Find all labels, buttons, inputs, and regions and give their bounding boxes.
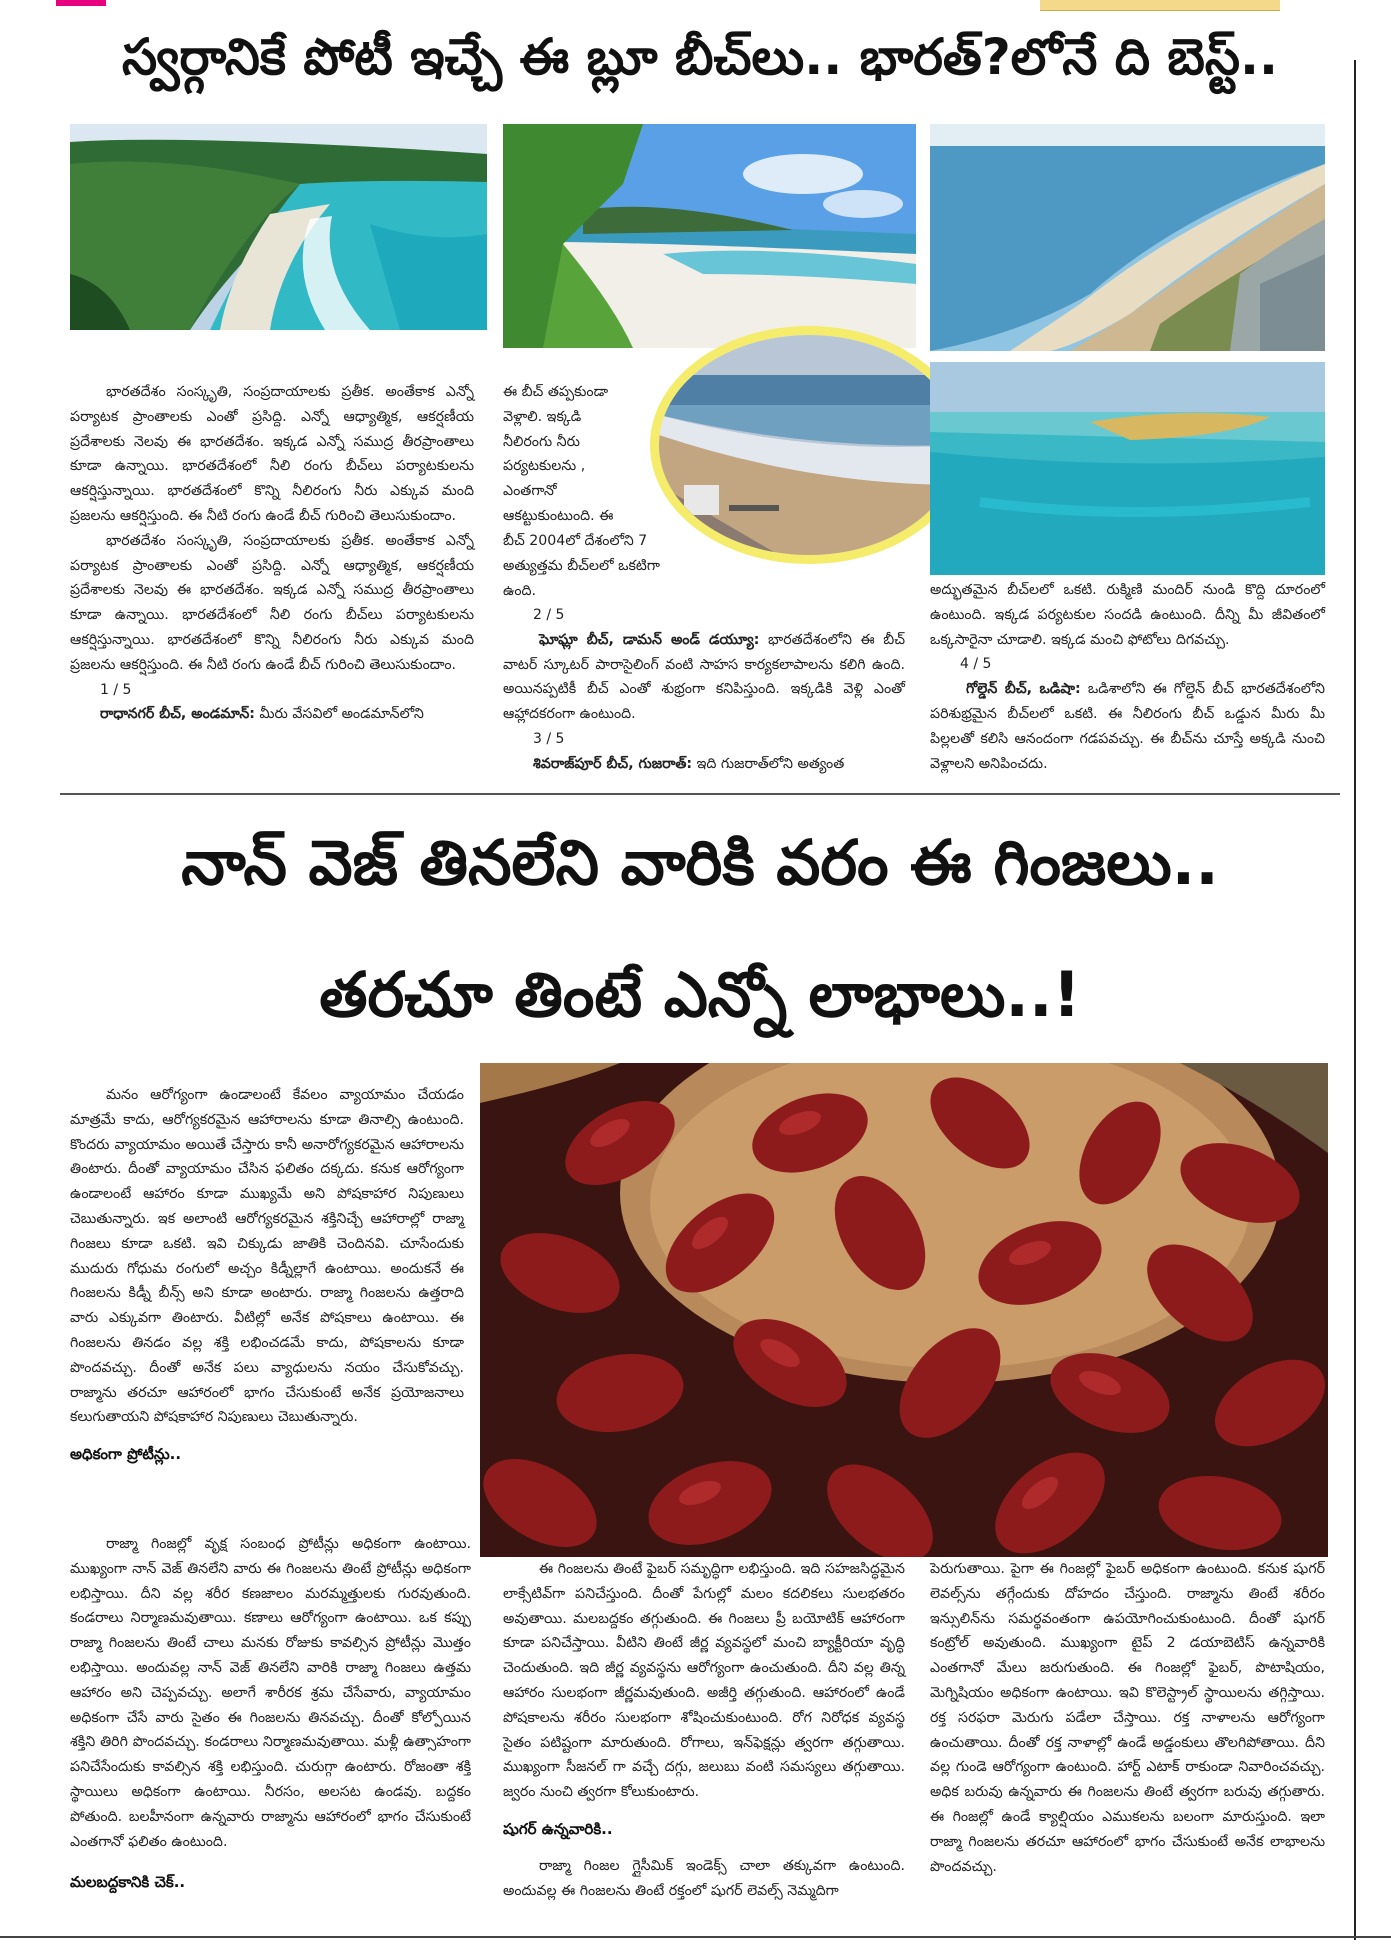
beans-subheading-constipation: మలబద్దకానికి చెక్.. <box>70 1873 186 1892</box>
page-bottom-rule <box>0 1936 1391 1938</box>
beans-protein-paragraph: రాజ్మా గింజల్లో వృక్ష సంబంధ ప్రోటీన్లు అధికంగా ఉంటాయి. ముఖ్యంగా నాన్ వెజ్ తినలేని వారు ఈ గింజలను తింటే ప్రోటీన్లు అధికంగా లభిస్తాయి. దీని వల్ల శరీర కణజాలం మరమ్మత్తులకు గురవుతుంది. కండరాలు నిర్మాణమవుతాయి. కణాలు ఆరోగ్యంగా ఉంటాయి. ఒక కప్పు రాజ్మా గింజలను తింటే చాలు మనకు రోజుకు కావల్సిన ప్రోటీన్లు మొత్తం లభిస్తాయి. అందువల్ల నాన్ వెజ్ తినలేని వారికి రాజ్మా గింజలు ఉత్తమ ఆహారం అని చెప్పవచ్చు. అలాగే శారీరక శ్రమ చేసేవారు, వ్యాయామం అధికంగా చేసే వారు సైతం ఈ గింజలను తినవచ్చు. దీంతో కోల్పోయిన శక్తిని తిరిగి పొందవచ్చు. కండరాలు నిర్మాణమవుతాయి. మళ్లీ ఉత్సాహంగా పనిచేసేందుకు కావల్సిన శక్తి లభిస్తుంది. చురుగ్గా ఉంటారు. రోజంతా శక్తి స్థాయిలు అధికంగా ఉంటాయి. నీరసం, అలసట ఉండవు. బద్దకం పోతుంది. బలహీనంగా ఉన్నవారు రాజ్మాను ఆహారంలో భాగం చేసుకుంటే ఎంతగానో ఫలితం ఉంటుంది. <box>70 1536 471 1850</box>
beach-item-3-name: శివరాజ్‌పూర్ బీచ్, గుజరాత్: <box>533 755 693 772</box>
beach-item-2-name: ఘోఘ్లా బీచ్, డామన్ అండ్ డయ్యూ: <box>539 631 760 648</box>
beans-intro-col <box>70 1083 464 1479</box>
photo-caption-2: 2 / 5 <box>533 607 565 623</box>
beach-col2-line: అత్యుత్తమ బీచ్‌లలో ఒకటిగా <box>503 557 660 574</box>
beach-item-4-text: ఒడిశాలోని ఈ గోల్డెన్ బీచ్ భారతదేశంలోని పరిశుభ్రమైన బీచ్‌లలో ఒకటి. ఈ నీలిరంగు బీచ్ ఒడ్డున మీరు మీ పిల్లలతో కలిసి ఆనందంగా గడపవచ్చు. ఈ బీచ్‌ను చూస్తే అక్కడి నుంచి వెళ్లాలని అనిపించదు. <box>930 681 1325 772</box>
photo-golden-beach-sea <box>930 362 1325 575</box>
beach-col1 <box>70 380 474 727</box>
beans-sugar-paragraph: రాజ్మా గింజల గ్లైసీమిక్ ఇండెక్స్ చాలా తక్కువగా ఉంటుంది. అందువల్ల ఈ గింజలను తింటే రక్తంలో షుగర్ లెవల్స్ నెమ్మదిగా <box>503 1857 905 1899</box>
beans-subheading-sugar: షుగర్ ఉన్నవారికి.. <box>503 1819 613 1838</box>
beach-item-1 <box>70 702 474 727</box>
beach-col2-line: ఉంది. <box>503 582 537 599</box>
photo-caption-3: 3 / 5 <box>533 730 565 747</box>
beach-col2-line: ఆకట్టుకుంటుంది. ఈ <box>503 507 614 524</box>
beach-item-3-text: ఇది గుజరాత్‌లోని అత్యంత <box>692 755 845 772</box>
beach-col2-bottom <box>503 603 905 777</box>
beach-item-4 <box>930 677 1325 776</box>
headline-beans-1: నాన్ వెజ్ తినలేని వారికి వరం ఈ గింజలు.. <box>181 826 1219 899</box>
beach-col2-line: ఈ బీచ్ తప్పకుండా <box>503 384 609 400</box>
top-accent-bar <box>56 0 106 6</box>
beans-fiber-paragraph: ఈ గింజలను తింటే ఫైబర్ సమృద్ధిగా లభిస్తుంది. ఇది సహజసిద్ధమైన లాక్సేటివ్‌గా పనిచేస్తుంది. దీంతో పేగుల్లో మలం కదలికలు సులభతరం అవుతాయి. మలబద్దకం తగ్గుతుంది. ఈ గింజలు ప్రీ బయోటిక్ ఆహారంగా కూడా పనిచేస్తాయి. వీటిని తింటే జీర్ణ వ్యవస్థలో మంచి బ్యాక్టీరియా వృద్ధి చెందుతుంది. ఇది జీర్ణ వ్యవస్థను ఆరోగ్యంగా ఉంచుతుంది. దీని వల్ల తిన్న ఆహారం సులభంగా జీర్ణమవుతుంది. అజీర్తి తగ్గుతుంది. ఆహారంలో ఉండే పోషకాలను శరీరం సులభంగా శోషించుకుంటుంది. రోగ నిరోధక వ్యవస్థ సైతం పటిష్టంగా మారుతుంది. రోగాలు, ఇన్‌ఫెక్షన్లు త్వరగా తగ్గుతాయి. ముఖ్యంగా సీజనల్ గా వచ్చే దగ్గు, జలుబు వంటి సమస్యలు తగ్గుతాయి. జ్వరం నుంచి త్వరగా కోలుకుంటారు. <box>503 1561 905 1801</box>
beach-col2-line: వెళ్లాలి. ఇక్కడి <box>503 408 582 425</box>
top-banner-strip <box>1040 0 1280 11</box>
headline-beaches: స్వర్గానికే పోటీ ఇచ్చే ఈ బ్లూ బీచ్‌లు.. భారత్?లోనే ది బెస్ట్.. <box>121 28 1279 86</box>
beach-intro-paragraph-1: భారతదేశం సంస్కృతి, సంప్రదాయాలకు ప్రతీక. అంతేకాక ఎన్నో పర్యాటక ప్రాంతాలకు ఎంతో ప్రసిద్ది. ఎన్నో ఆధ్యాత్మిక, ఆకర్షణీయ ప్రదేశాలకు నెలవు ఈ భారతదేశం. ఇక్కడ ఎన్నో సముద్ర తీరప్రాంతాలు కూడా ఉన్నాయి. భారతదేశంలో నీలి రంగు బీచ్‌లు పర్యాటకులను ఆకర్షిస్తున్నాయి. భారతదేశంలో కొన్ని నీలిరంగు నీరు ఎక్కువ మంది ప్రజలను ఆకర్షిస్తుంది. ఈ నీటి రంగు ఉండే బీచ్ గురించి తెలుసుకుందాం. <box>70 384 474 524</box>
headline-beans-2: తరచూ తింటే ఎన్నో లాభాలు..! <box>319 958 1081 1031</box>
beach-col2-line: ఎంతగానో <box>503 483 557 500</box>
column-divider <box>1354 60 1356 1940</box>
beach-intro-paragraph-2: భారతదేశం సంస్కృతి, సంప్రదాయాలకు ప్రతీక. అంతేకాక ఎన్నో పర్యాటక ప్రాంతాలకు ఎంతో ప్రసిద్ది. ఎన్నో ఆధ్యాత్మిక, ఆకర్షణీయ ప్రదేశాలకు నెలవు ఈ భారతదేశం. ఇక్కడ ఎన్నో సముద్ర తీరప్రాంతాలు కూడా ఉన్నాయి. భారతదేశంలో నీలి రంగు బీచ్‌లు పర్యాటకులను ఆకర్షిస్తున్నాయి. భారతదేశంలో కొన్ని నీలిరంగు నీరు ఎక్కువ మంది ప్రజలను ఆకర్షిస్తుంది. ఈ నీటి రంగు ఉండే బీచ్ గురించి తెలుసుకుందాం. <box>70 532 474 673</box>
photo-caption-1: 1 / 5 <box>100 681 132 698</box>
photo-radhanagar-beach <box>70 124 487 330</box>
beach-item-1-text: మీరు వేసవిలో అండమాన్‌లోని <box>254 706 424 723</box>
beach-col3 <box>930 578 1325 776</box>
beans-heart-col <box>930 1557 1325 1879</box>
beans-intro-paragraph: మనం ఆరోగ్యంగా ఉండాలంటే కేవలం వ్యాయామం చేయడం మాత్రమే కాదు, ఆరోగ్యకరమైన ఆహారాలను కూడా తినాల్సి ఉంటుంది. కొందరు వ్యాయామం అయితే చేస్తారు కానీ అనారోగ్యకరమైన ఆహారాలను తింటారు. దీంతో వ్యాయామం చేసిన ఫలితం దక్కదు. కనుక ఆరోగ్యంగా ఉండాలంటే ఆహారం కూడా ముఖ్యమే అని పోషకాహార నిపుణులు చెబుతున్నారు. ఇక అలాంటి ఆరోగ్యకరమైన శక్తినిచ్చే ఆహారాల్లో రాజ్మా గింజలు కూడా ఒకటి. ఇవి చిక్కుడు జాతికి చెందినవి. చూసేందుకు ముదురు గోధుమ రంగులో అచ్చం కిడ్నీల్లాగే ఉంటాయి. అందుకనే ఈ గింజలను కిడ్నీ బీన్స్ అని కూడా అంటారు. రాజ్మా గింజలను ఉత్తరాది వారు ఎక్కువగా తింటారు. వీటిల్లో అనేక పోషకాలు ఉంటాయి. ఈ గింజలను తినడం వల్ల శక్తి లభించడమే కాదు, పోషకాలను కూడా పొందవచ్చు. దీంతో అనేక పలు వ్యాధులను నయం చేసుకోవచ్చు. రాజ్మాను తరచూ ఆహారంలో భాగం చేసుకుంటే అనేక ప్రయోజనాలు కలుగుతాయని పోషకాహార నిపుణులు చెబుతున్నారు. <box>70 1087 464 1426</box>
section-divider <box>60 793 1340 795</box>
photo-kidney-beans <box>480 1063 1328 1557</box>
photo-caption-4: 4 / 5 <box>960 656 992 673</box>
beach-item-2-text: భారతదేశంలోని ఈ బీచ్ వాటర్ స్కూటర్ పారాసైలింగ్ వంటి సాహస కార్యకలాపాలను కలిగి ఉంది. అయినప్పటికీ బీచ్ ఎంతో శుభ్రంగా కనిపిస్తుంది. ఇక్కడికి వెళ్లి ఎంతో ఆహ్లాదకరంగా ఉంటుంది. <box>503 631 905 723</box>
beach-item-4-name: గోల్డెన్ బీచ్, ఒడిషా: <box>966 681 1081 698</box>
beach-col2-line: బీచ్ 2004లో దేశంలోని 7 <box>503 533 648 549</box>
photo-shivrajpur-beach-aerial <box>930 124 1325 351</box>
beach-col2-wide <box>503 529 703 603</box>
beans-heart-paragraph: పెరుగుతాయి. పైగా ఈ గింజల్లో ఫైబర్ అధికంగా ఉంటుంది. కనుక షుగర్ లెవల్స్‌ను తగ్గేందుకు దోహదం చేస్తుంది. రాజ్మాను తింటే శరీరం ఇన్సులిన్‌ను సమర్థవంతంగా ఉపయోగించుకుంటుంది. దీంతో షుగర్ కంట్రోల్ అవుతుంది. ముఖ్యంగా టైప్ 2 డయాబెటిస్ ఉన్నవారికి ఎంతగానో మేలు జరుగుతుంది. ఈ గింజల్లో ఫైబర్, పొటాషియం, మెగ్నిషియం అధికంగా ఉంటాయి. ఇవి కొలెస్ట్రాల్ స్థాయిలను తగ్గిస్తాయి. రక్త సరఫరా మెరుగు పడేలా చేస్తాయి. రక్త నాళాలను ఆరోగ్యంగా ఉంచుతాయి. దీంతో రక్త నాళాల్లో ఉండే అడ్డంకులు తొలగిపోతాయి. దీని వల్ల గుండె ఆరోగ్యంగా ఉంటుంది. హార్ట్ ఎటాక్ రాకుండా నివారించవచ్చు. అధిక బరువు ఉన్నవారు ఈ గింజలను తింటే త్వరగా బరువు తగ్గుతారు. ఈ గింజల్లో ఉండే క్యాల్షియం ఎముకలను బలంగా మారుస్తుంది. ఇలా రాజ్మా గింజలను తరచూ ఆహారంలో భాగం చేసుకుంటే అనేక లాభాలను పొందవచ్చు. <box>930 1561 1325 1875</box>
beans-fiber-col <box>503 1557 905 1903</box>
beach-col2-narrow <box>503 380 651 529</box>
beans-subheading-protein: అధికంగా ప్రోటీన్లు.. <box>70 1445 182 1464</box>
beach-item-3 <box>503 752 905 777</box>
beach-item-1-name: రాధానగర్ బీచ్, అండమాన్: <box>100 706 255 723</box>
beans-protein-col <box>70 1532 471 1895</box>
photo-ghoghla-beach <box>503 124 916 348</box>
beach-item-2 <box>503 628 905 727</box>
beach-col2-line: నీలిరంగు నీరు <box>503 433 580 450</box>
beach-col2-line: పర్యటకులను , <box>503 458 586 475</box>
beach-col3-text: అద్భుతమైన బీచ్‌లలో ఒకటి. రుక్మిణి మందిర్ నుండి కొద్ది దూరంలో ఉంటుంది. ఇక్కడ పర్యటకుల సందడి ఉంటుంది. దీన్ని మీ జీవితంలో ఒక్కసారైనా చూడాలి. ఇక్కడ మంచి ఫోటోలు దిగవచ్చు. <box>930 582 1325 648</box>
